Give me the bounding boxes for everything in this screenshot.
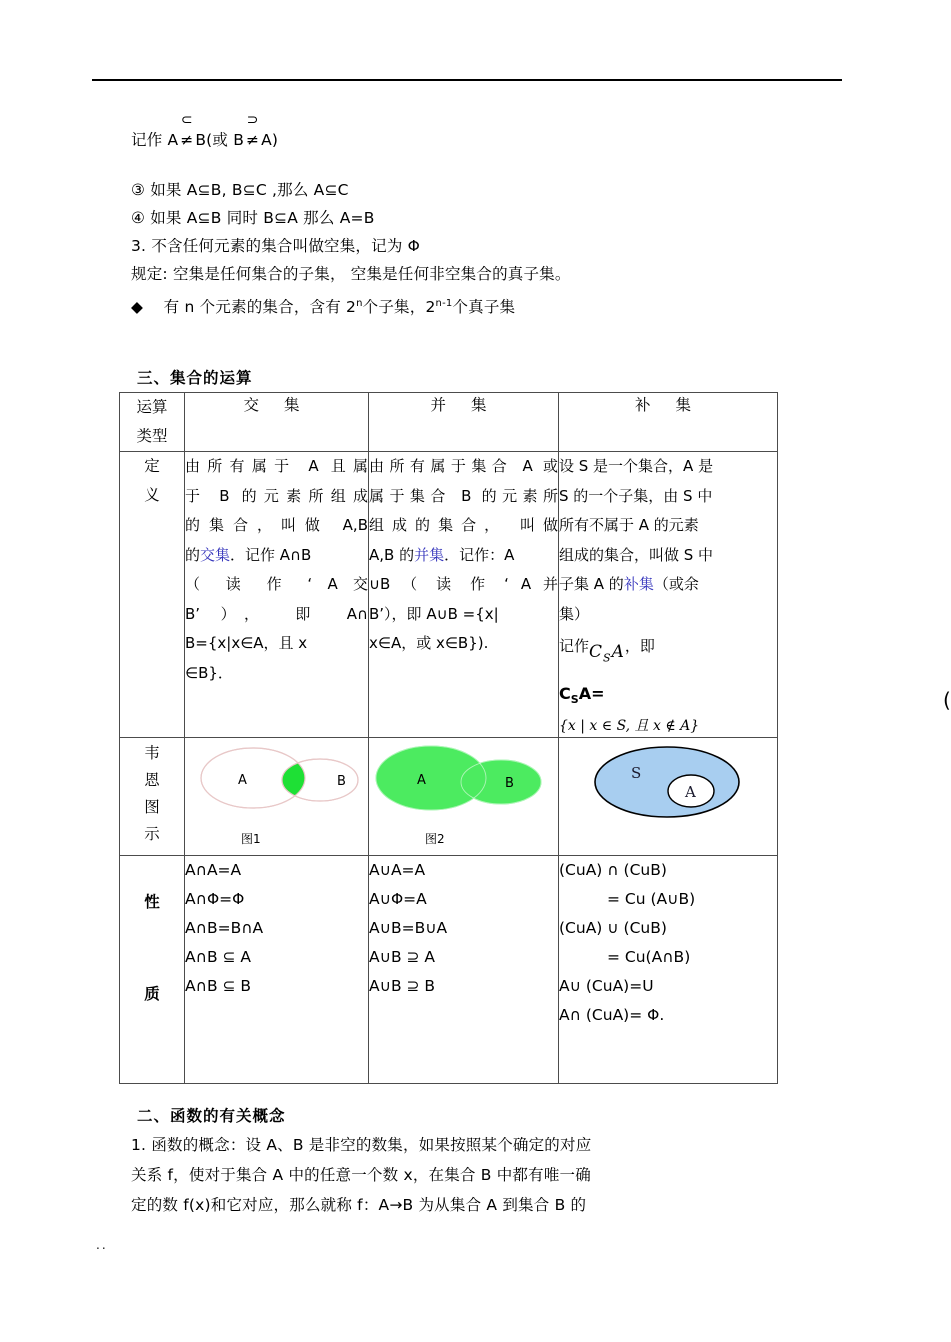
def-uni-l4-post: ．记作：A bbox=[444, 545, 515, 564]
venn1-caption: 图1 bbox=[241, 832, 261, 847]
prop-com-1: (CuA) ∩ (CuB) bbox=[559, 861, 667, 880]
def-uni-l1: 由所有属于集合 A 或 bbox=[369, 457, 558, 475]
definition-intersection bbox=[185, 452, 369, 738]
venn2-caption: 图2 bbox=[425, 832, 445, 847]
subsetneq-icon-1 bbox=[178, 112, 195, 154]
prop-uni-2: A∪Φ=A bbox=[369, 890, 427, 909]
venn-diagram-complement-cell bbox=[559, 738, 778, 856]
def-uni-l7: x∈A，或 x∈B}). bbox=[369, 634, 489, 652]
venn1-label-a: A bbox=[238, 773, 247, 789]
prop-com-3: (CuA) ∪ (CuB) bbox=[559, 919, 667, 938]
def-int-keyword: 交集 bbox=[200, 545, 231, 564]
header-union: 并 集 bbox=[369, 393, 559, 452]
row-label-type bbox=[120, 393, 185, 452]
properties-intersection bbox=[185, 856, 369, 1084]
subset-count-sup1: n bbox=[356, 298, 363, 309]
complement-symbol-italic bbox=[589, 642, 625, 665]
def-int-l7: B={x|x∈A，且 x bbox=[185, 634, 308, 652]
bigcs-c: C bbox=[559, 684, 571, 704]
table-row-properties bbox=[120, 856, 778, 1084]
properties-complement bbox=[559, 856, 778, 1084]
def-com-l6: 集） bbox=[559, 604, 590, 623]
prop-com-4: = Cu(A∩B) bbox=[607, 948, 691, 967]
venn2-label-a: A bbox=[417, 773, 426, 789]
def-com-l7-post: ，即 bbox=[624, 637, 655, 655]
bigcs-subscript: S bbox=[570, 693, 579, 707]
prop-uni-5: A∪B ⊇ B bbox=[369, 977, 436, 996]
venn-diagram-complement bbox=[559, 738, 776, 848]
properties-union bbox=[369, 856, 559, 1084]
function-paragraph-line-1: 1. 函数的概念：设 A、B 是非空的数集，如果按照某个确定的对应 bbox=[131, 1136, 592, 1154]
notation-suffix: A) bbox=[261, 131, 279, 149]
prop-int-1: A∩A=A bbox=[185, 861, 242, 880]
def-com-l3: 所有不属于 A 的元素 bbox=[559, 516, 699, 534]
row-label-definition-l1: 定 bbox=[144, 457, 160, 475]
row-label-venn-l4: 示 bbox=[144, 825, 160, 844]
def-com-l7 bbox=[559, 629, 777, 669]
prop-com-6: A∩ (CuA)= Φ. bbox=[559, 1006, 665, 1025]
header-intersection: 交 集 bbox=[185, 393, 369, 452]
def-uni-l3: 组成的集合， 叫做 bbox=[369, 516, 558, 534]
cs-a: A bbox=[611, 642, 625, 662]
function-paragraph-line-3: 定的数 f(x)和它对应，那么就称 f：A→B 为从集合 A 到集合 B 的 bbox=[131, 1196, 587, 1214]
def-uni-l4-pre: A,B 的 bbox=[369, 545, 415, 564]
empty-set-rule-line: 规定: 空集是任何集合的子集， 空集是任何非空集合的真子集。 bbox=[131, 265, 571, 283]
row-label-venn-l3: 图 bbox=[144, 798, 160, 817]
def-com-l1: 设 S 是一个集合，A 是 bbox=[559, 457, 714, 475]
table-row-header bbox=[120, 393, 778, 452]
notation-line bbox=[131, 112, 279, 154]
def-int-l1: 由所有属于 A 且属 bbox=[185, 457, 368, 475]
def-com-l7-pre: 记作 bbox=[559, 637, 590, 655]
def-com-l8 bbox=[559, 679, 777, 715]
row-label-property-l2: 质 bbox=[144, 985, 160, 1004]
prop-uni-1: A∪A=A bbox=[369, 861, 426, 880]
prop-com-2: = Cu (A∪B) bbox=[607, 890, 696, 909]
def-com-setbuilder: {x | x ∈ S, 且 x ∉ A} bbox=[559, 718, 700, 735]
def-com-keyword: 补集 bbox=[623, 575, 654, 593]
row-label-venn bbox=[120, 738, 185, 856]
row-label-venn-l1: 韦 bbox=[144, 744, 160, 763]
supset-glyph-2: ⊃ bbox=[246, 112, 259, 128]
row-label-type-l2: 类型 bbox=[136, 427, 168, 445]
definition-complement bbox=[559, 452, 778, 738]
table-row-venn bbox=[120, 738, 778, 856]
prop-com-5: A∪ (CuA)=U bbox=[559, 977, 654, 996]
venn-diagram-union bbox=[369, 738, 557, 834]
def-com-l4: 组成的集合，叫做 S 中 bbox=[559, 545, 714, 564]
header-rule bbox=[92, 79, 842, 81]
notation-mid: B(或 B bbox=[195, 131, 245, 149]
supsetneq-icon-2 bbox=[244, 112, 261, 154]
def-int-l2: 于 B 的元素所组成 bbox=[185, 486, 368, 505]
section-two-title: 二、函数的有关概念 bbox=[137, 1107, 286, 1125]
complement-symbol-bold bbox=[559, 684, 605, 707]
prop-int-3: A∩B=B∩A bbox=[185, 919, 264, 938]
subset-glyph-1: ⊂ bbox=[180, 112, 193, 128]
def-uni-l4 bbox=[369, 541, 558, 571]
def-com-l5 bbox=[559, 570, 777, 600]
header-complement: 补 集 bbox=[559, 393, 778, 452]
bullet-line-3: ③ 如果 A⊆B, B⊆C ,那么 A⊆C bbox=[131, 181, 349, 199]
venn1-label-b: B bbox=[337, 774, 346, 790]
def-com-l2: S 的一个子集，由 S 中 bbox=[559, 486, 713, 505]
bullet-line-4: ④ 如果 A⊆B 同时 B⊆A 那么 A=B bbox=[131, 209, 375, 227]
subset-count-line bbox=[131, 290, 515, 321]
venn-diagram-union-cell bbox=[369, 738, 559, 856]
noteq-glyph-1: ≠ bbox=[180, 131, 194, 149]
set-operations-table bbox=[119, 392, 778, 1084]
subset-count-part3: 个真子集 bbox=[452, 298, 516, 317]
cs-c: C bbox=[589, 642, 604, 662]
page-tail-marks: .. bbox=[96, 1238, 108, 1252]
def-int-l3: 的集合，叫做 A,B bbox=[185, 516, 368, 534]
venn3-label-s: S bbox=[631, 764, 642, 783]
def-int-l5: （ 读 作 ‘ A 交 bbox=[185, 575, 368, 593]
def-int-l4-pre: 的 bbox=[185, 545, 201, 564]
noteq-glyph-2: ≠ bbox=[246, 131, 260, 149]
definition-union bbox=[369, 452, 559, 738]
def-int-l4-post: ．记作 A∩B bbox=[230, 545, 312, 564]
row-label-type-l1: 运算 bbox=[136, 398, 168, 416]
diamond-icon: ◆ bbox=[131, 298, 144, 317]
function-paragraph-line-2: 关系 f，使对于集合 A 中的任意一个数 x，在集合 B 中都有唯一确 bbox=[131, 1166, 591, 1184]
cs-subscript: S bbox=[603, 651, 612, 665]
def-uni-l6: B’），即 A∪B ={x| bbox=[369, 604, 499, 623]
row-label-definition-l2: 义 bbox=[144, 486, 160, 504]
venn3-label-inner-a: A bbox=[685, 783, 696, 802]
empty-set-line: 3. 不含任何元素的集合叫做空集，记为 Φ bbox=[131, 237, 421, 255]
subset-count-part2: 个子集，2 bbox=[362, 298, 436, 317]
def-uni-l5: ∪B （ 读 作 ‘ A 并 bbox=[369, 575, 558, 593]
def-com-l5-pre: 子集 A 的 bbox=[559, 575, 624, 593]
subset-count-part1: 有 n 个元素的集合，含有 2 bbox=[163, 298, 357, 317]
venn-diagram-intersection-cell bbox=[185, 738, 369, 856]
prop-int-2: A∩Φ=Φ bbox=[185, 890, 245, 909]
venn-diagram-intersection bbox=[185, 738, 367, 834]
row-label-property bbox=[120, 856, 185, 1084]
subset-count-sup2: n-1 bbox=[435, 298, 453, 309]
table-row-definition bbox=[120, 452, 778, 738]
prop-uni-4: A∪B ⊇ A bbox=[369, 948, 436, 967]
row-label-definition bbox=[120, 452, 185, 738]
def-uni-l2: 属于集合 B 的元素所 bbox=[369, 486, 558, 505]
def-int-l6: B’ ）， 即 A∩ bbox=[185, 604, 368, 623]
prop-int-4: A∩B ⊆ A bbox=[185, 948, 252, 967]
def-uni-keyword: 并集 bbox=[414, 545, 445, 564]
def-int-l8: ∈B}． bbox=[185, 663, 233, 682]
bigcs-a: A= bbox=[578, 684, 605, 704]
notation-prefix: 记作 A bbox=[131, 131, 179, 149]
section-three-title: 三、集合的运算 bbox=[137, 369, 253, 387]
def-com-l5-post: （或余 bbox=[653, 575, 699, 593]
row-label-venn-l2: 恩 bbox=[144, 771, 160, 790]
prop-uni-3: A∪B=B∪A bbox=[369, 919, 448, 938]
edge-paren-fragment: ( bbox=[943, 688, 951, 712]
def-int-l4 bbox=[185, 541, 368, 571]
prop-int-5: A∩B ⊆ B bbox=[185, 977, 252, 996]
venn2-label-b: B bbox=[505, 776, 514, 792]
row-label-property-l1: 性 bbox=[144, 893, 160, 912]
